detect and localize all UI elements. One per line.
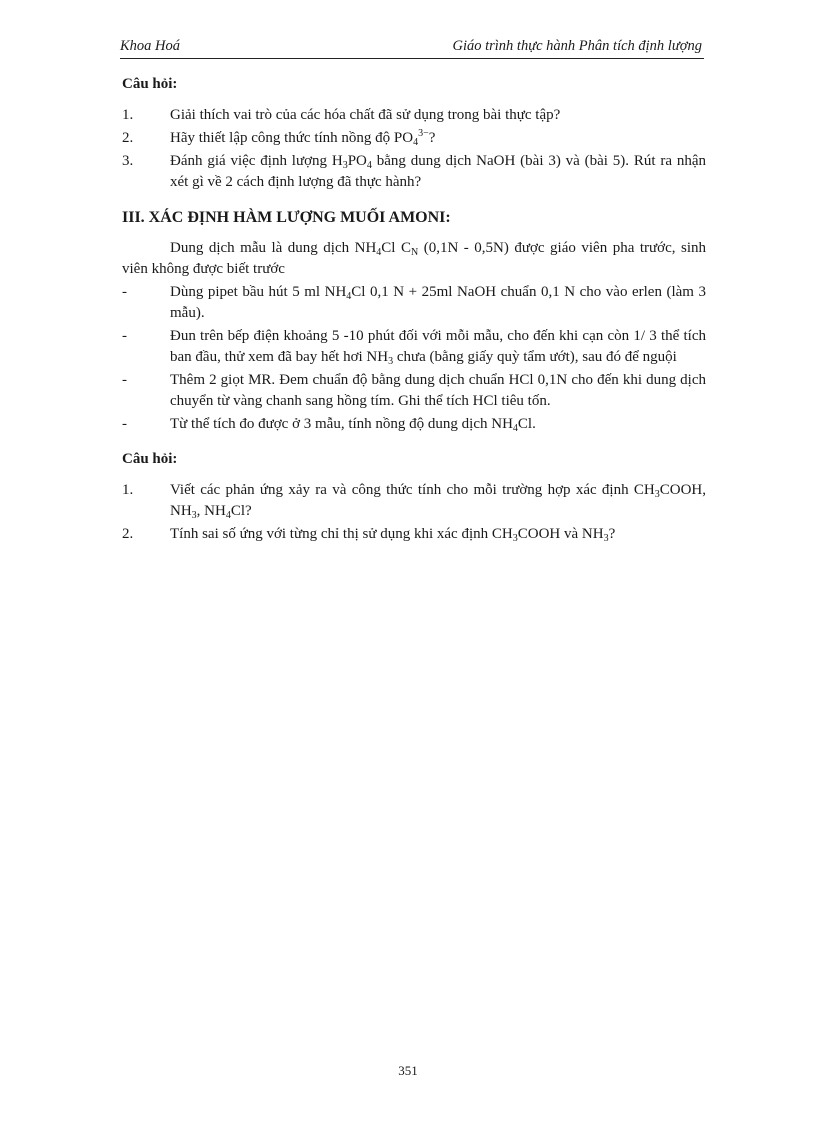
question-3 — [122, 151, 706, 193]
question-text: Đánh giá việc định lượng H — [170, 153, 343, 169]
page-content — [122, 74, 706, 547]
bullet-dash: - — [122, 372, 127, 388]
bullet-dash: - — [122, 416, 127, 432]
para-text: (0,1N - 0,5N) được giáo viên pha trước, sinh viên không được biết trước — [122, 240, 706, 277]
question-text: COOH và NH — [517, 526, 604, 542]
question-number: 2. — [122, 130, 134, 146]
step-text: Cl. — [517, 416, 536, 432]
question-text: PO — [347, 153, 367, 169]
question-4 — [122, 480, 706, 522]
para-text: Dung dịch mẫu là dung dịch NH — [170, 240, 377, 256]
step-text: chưa (bằng giấy quỳ tẩm ướt), sau đó để nguội — [393, 349, 677, 365]
step-text: Từ thể tích đo được ở 3 mẫu, tính nồng độ dung dịch NH — [170, 416, 513, 432]
subscript: 4 — [413, 137, 419, 148]
question-2 — [122, 128, 706, 149]
questions-heading-2: Câu hỏi: — [122, 451, 178, 467]
header-course-title: Giáo trình thực hành Phân tích định lượng — [452, 38, 702, 54]
question-number: 1. — [122, 482, 134, 498]
question-number: 3. — [122, 153, 134, 169]
question-number: 2. — [122, 526, 134, 542]
step-text: Đun trên bếp điện khoảng 5 -10 phút đối với mỗi mẫu, cho đến khi cạn còn 1/ 3 thể tích ban đầu, thử xem đã bay hết hơi NH — [170, 328, 706, 365]
step-1 — [122, 282, 706, 324]
subscript: 3 — [654, 489, 660, 500]
subscript: 3 — [342, 160, 348, 171]
question-text: Cl? — [230, 503, 252, 519]
question-text: Hãy thiết lập công thức tính nồng độ PO — [170, 130, 414, 146]
question-5 — [122, 524, 706, 545]
superscript: 3− — [418, 128, 429, 139]
step-text: Dùng pipet bầu hút 5 ml NH — [170, 284, 347, 300]
question-text: COOH, NH — [170, 482, 706, 519]
step-text: Cl 0,1 N + 25ml NaOH chuẩn 0,1 N cho vào erlen (làm 3 mẫu). — [170, 284, 706, 321]
question-number: 1. — [122, 107, 134, 123]
para-text: Cl C — [381, 240, 411, 256]
subscript: 4 — [346, 291, 352, 302]
section-heading-ammonium: III. XÁC ĐỊNH HÀM LƯỢNG MUỐI AMONI: — [122, 209, 451, 226]
step-2 — [122, 326, 706, 368]
header-department: Khoa Hoá — [120, 38, 181, 54]
subscript: 4 — [512, 423, 518, 434]
subscript: N — [410, 247, 419, 258]
question-text: Tính sai số ứng với từng chỉ thị sử dụng khi xác định CH — [170, 526, 513, 542]
question-1 — [122, 105, 706, 126]
intro-paragraph — [122, 238, 706, 280]
question-text: bằng dung dịch NaOH (bài 3) và (bài 5). Rút ra nhận xét gì về 2 cách định lượng đã thực hành? — [170, 153, 706, 190]
step-text: Thêm 2 giọt MR. Đem chuẩn độ bằng dung dịch chuẩn HCl 0,1N cho đến khi dung dịch chuyển từ vàng chanh sang hồng tím. Ghi thể tích HCl tiêu tốn. — [170, 372, 706, 409]
question-text: Giải thích vai trò của các hóa chất đã sử dụng trong bài thực tập? — [170, 107, 561, 123]
step-3 — [122, 370, 706, 412]
subscript: 4 — [376, 247, 382, 258]
bullet-dash: - — [122, 284, 127, 300]
subscript: 3 — [603, 533, 609, 544]
bullet-dash: - — [122, 328, 127, 344]
question-text: ? — [608, 526, 616, 542]
question-text: ? — [428, 130, 436, 146]
subscript: 4 — [225, 510, 231, 521]
question-text: Viết các phản ứng xảy ra và công thức tính cho mỗi trường hợp xác định CH — [170, 482, 655, 498]
page-number: 351 — [398, 1063, 418, 1078]
question-text: , NH — [196, 503, 226, 519]
page-header — [120, 34, 704, 59]
subscript: 3 — [512, 533, 518, 544]
questions-heading-1: Câu hỏi: — [122, 76, 178, 92]
step-4 — [122, 414, 706, 435]
subscript: 3 — [388, 356, 394, 367]
subscript: 4 — [366, 160, 372, 171]
subscript: 3 — [191, 510, 197, 521]
